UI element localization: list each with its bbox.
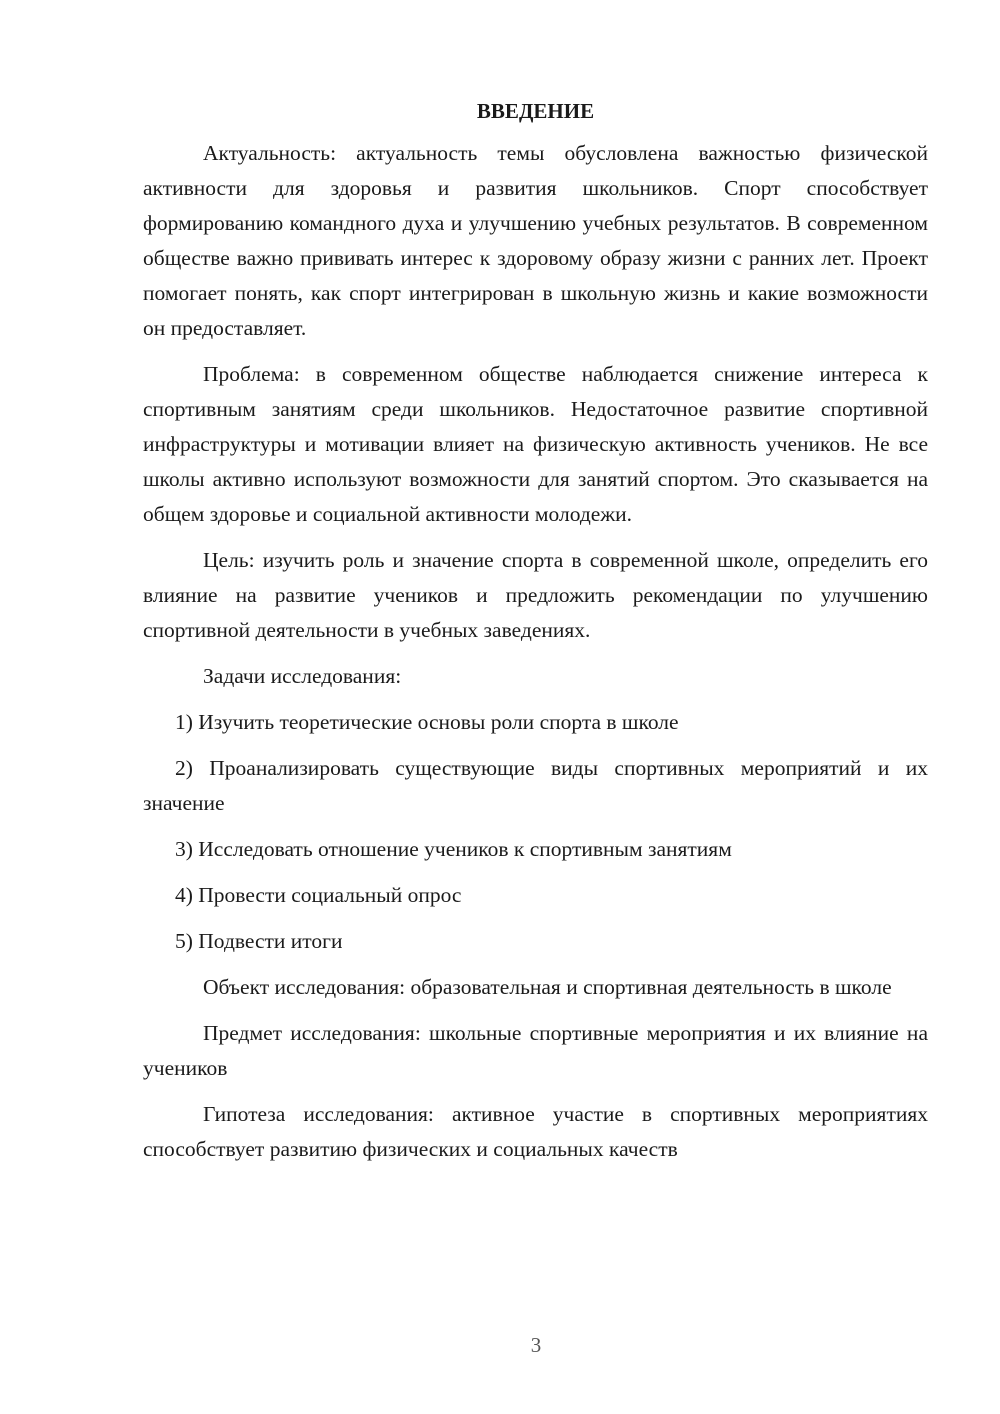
paragraph-subject: Предмет исследования: школьные спортивные мероприятия и их влияние на учеников [143, 1021, 928, 1080]
paragraph-object: Объект исследования: образовательная и спортивная деятельность в школе [203, 975, 892, 999]
task-item-5: 5) Подвести итоги [175, 929, 343, 953]
page-number: 3 [530, 1333, 542, 1357]
tasks-list [143, 705, 928, 959]
tasks-heading: Задачи исследования: [203, 664, 402, 688]
task-item-4: 4) Провести социальный опрос [175, 883, 462, 907]
document-page [143, 96, 928, 1178]
paragraph-problem: Проблема: в современном обществе наблюдается снижение интереса к спортивным занятиям среди школьников. Недостаточное развитие спортивной инфраструктуры и мотивации влияет на физическую активность учеников. Не все школы активно используют возможности для занятий спортом. Это сказывается на общем здоровье и социальной активности молодежи. [143, 362, 928, 526]
section-title: ВВЕДЕНИЕ [476, 99, 595, 123]
paragraph-relevance: Актуальность: актуальность темы обусловлена важностью физической активности для здоровья и развития школьников. Спорт способствует формированию командного духа и улучшению учебных результатов. В современном обществе важно прививать интерес к здоровому образу жизни с ранних лет. Проект помогает понять, как спорт интегрирован в школьную жизнь и какие возможности он предоставляет. [143, 141, 928, 340]
task-item-2: 2) Проанализировать существующие виды спортивных мероприятий и их значение [143, 756, 928, 815]
paragraph-hypothesis: Гипотеза исследования: активное участие в спортивных мероприятиях способствует развитию физических и социальных качеств [143, 1102, 928, 1161]
paragraph-goal: Цель: изучить роль и значение спорта в современной школе, определить его влияние на развитие учеников и предложить рекомендации по улучшению спортивной деятельности в учебных заведениях. [143, 548, 928, 642]
task-item-3: 3) Исследовать отношение учеников к спортивным занятиям [175, 837, 732, 861]
task-item-1: 1) Изучить теоретические основы роли спорта в школе [175, 710, 679, 734]
